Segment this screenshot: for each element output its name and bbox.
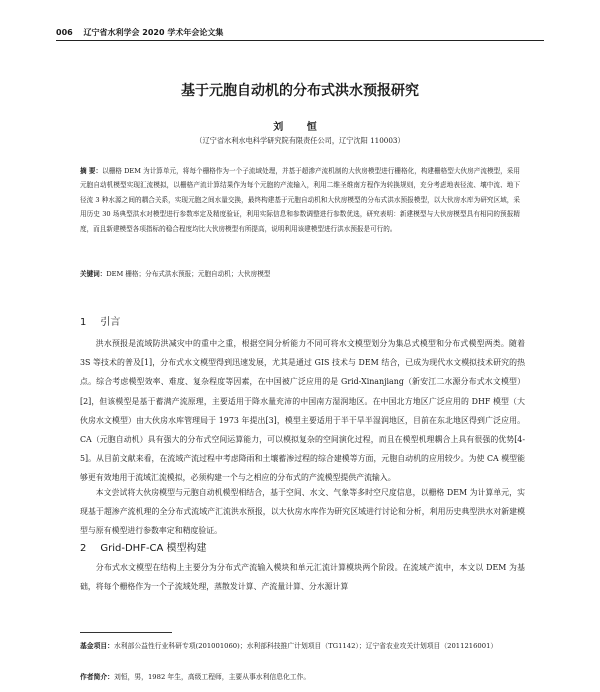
- abstract: [80, 164, 520, 236]
- fund-text: 水利部公益性行业科研专项(201001060)；水利部科技推广计划项目（TG1142）；辽宁省农业攻关计划项目（2011216001）: [113, 642, 498, 650]
- author-name: 刘 恒: [273, 122, 327, 133]
- body-paragraph: 分布式水文模型在结构上主要分为分布式产流输入模块和单元汇流计算模块两个阶段。在流域产流中，本文以 DEM 为基础，将每个栅格作为一个子流域处理，蒸散发计算、产流量计算、分水源计算: [80, 563, 525, 592]
- affiliation: （辽宁省水利水电科学研究院有限责任公司，辽宁沈阳 110003）: [195, 136, 405, 145]
- section-number: 1: [80, 317, 87, 328]
- section-number: 2: [80, 543, 87, 554]
- section-heading-1: [80, 313, 120, 328]
- abstract-label: 摘 要：: [80, 167, 103, 175]
- header-rule: [56, 40, 544, 41]
- author-bio-text: 刘恒，男，1982 年生，高级工程师，主要从事水利信息化工作。: [113, 673, 311, 681]
- running-header: [56, 27, 223, 38]
- body-paragraph: 本文尝试将大伙房模型与元胞自动机模型相结合，基于空间、水文、气象等多时空尺度信息，以栅格 DEM 为计算单元，实现基于超渗产流机理的全分布式流域产汇流洪水预报，以大伙房水库作为研究区域进行讨论和分析，利用历史典型洪水对新建模型与原有模型进行参数率定和精度验证。: [80, 488, 525, 536]
- section-title: 引言: [100, 317, 121, 328]
- body-paragraph: 洪水预报是流域防洪减灾中的重中之重，根据空间分析能力不同可将水文模型划分为集总式模型和分布式模型两类。随着 3S 等技术的普及[1]，分布式水文模型得到迅速发展，尤其是通过 GIS 技术与 DEM 结合，已成为现代水文模拟技术研究的热点。综合考虑模型效率、难度、复杂程度等因素，在中国被广泛应用的是 Grid-Xinanjiang（新安江二水源分布式水文模型）[2]，但该模型是基于蓄满产流原理，主要适用于降水量充沛的中国南方湿润地区。在中国北方地区广泛应用的 DHF 模型（大伙房水文模型）由大伙房水库管理局于 1973 年提出[3]，模型主要适用于半干旱半湿润地区，目前在东北地区得到广泛应用。CA（元胞自动机）具有强大的分布式空间运算能力，可以模拟复杂的空间演化过程，而且在模型机理耦合上具有很强的优势[4-5]。从目前文献来看，在流域产流过程中考虑降雨和土壤蓄渗过程的综合建模等方面，元胞自动机的应用较少。为使 CA 模型能够更有效地用于流域汇流模拟，必须构建一个与之相应的分布式的产流模型提供产流输入。: [80, 339, 525, 483]
- keywords-label: 关键词：: [80, 270, 107, 278]
- fund-label: 基金项目：: [80, 642, 114, 650]
- page-number: 006: [56, 28, 73, 37]
- footnote-fund: [80, 640, 525, 653]
- keywords-text: DEM 栅格；分布式洪水预报；元胞自动机；大伙房模型: [106, 270, 271, 278]
- section-heading-2: [80, 539, 207, 554]
- keywords: [80, 268, 520, 278]
- journal-name: 辽宁省水利学会 2020 学术年会论文集: [83, 28, 224, 37]
- footnote-rule: [80, 632, 172, 633]
- footnote-author: [80, 671, 525, 684]
- abstract-text: 以栅格 DEM 为计算单元，将每个栅格作为一个子流域处理，并基于超渗产流机制的大伙房模型进行栅格化，构建栅格型大伙房产流模型，采用元胞自动机模型实现汇流模拟，以栅格产流计算结果作为每个元胞的产流输入，利用二维圣维南方程作为转换规则，充分考虑地表径流、壤中流、地下径流 3 种水源之间的耦合关系，实现元胞之间水量交换，最终构建基于元胞自动机和大伙房模型的分布式洪水预报模型，以大伙房水库为研究区域，采用历史 30 场典型洪水对模型进行参数率定及精度验证，利用实际信息和参数调整进行参数优选，研究表明：新建模型与大伙房模型具有相同的预报精度，而且新建模型各项指标的稳合程度均比大伙房模型有所提高，说明利用该建模型进行洪水预报是可行的。: [80, 167, 520, 233]
- author-bio-label: 作者简介：: [80, 673, 114, 681]
- paper-title: 基于元胞自动机的分布式洪水预报研究: [181, 83, 419, 99]
- section-title: Grid-DHF-CA 模型构建: [100, 543, 207, 554]
